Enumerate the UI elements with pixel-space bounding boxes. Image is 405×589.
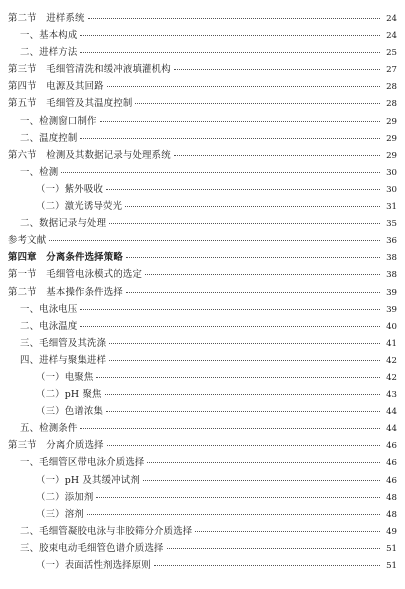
toc-entry-title: 一、电泳电压 [20, 303, 78, 315]
toc-entry-title: 第六节 检测及其数据记录与处理系统 [8, 149, 171, 161]
dot-leader [105, 394, 380, 395]
toc-entry-page: 24 [386, 31, 397, 42]
dot-leader [100, 121, 380, 122]
toc-entry [0, 472, 405, 489]
toc-entry [0, 386, 405, 403]
toc-entry-title: 三、胶束电动毛细管色谱介质选择 [20, 542, 164, 554]
dot-leader [80, 326, 380, 327]
toc-entry [0, 318, 405, 335]
toc-entry-title: 一、毛细管区带电泳介质选择 [20, 457, 145, 469]
dot-leader [154, 565, 380, 566]
toc-entry-title: （一）pH 及其缓冲试剂 [36, 474, 140, 486]
toc-entry-title: 一、基本构成 [20, 30, 78, 42]
toc-entry-page: 30 [386, 184, 397, 195]
toc-entry-title: 三、毛细管及其洗涤 [20, 337, 107, 349]
toc-entry-page: 42 [386, 372, 397, 383]
toc-entry-page: 36 [386, 236, 397, 247]
toc-entry-page: 51 [386, 561, 397, 571]
dot-leader [107, 445, 380, 446]
toc-entry-page: 44 [386, 407, 397, 418]
toc-entry-title: （二）激光诱导荧光 [36, 201, 123, 213]
toc-entry-title: 第三节 毛细管清洗和缓冲液填灌机构 [8, 64, 171, 76]
toc-entry [0, 557, 405, 574]
toc-entry-page: 28 [386, 99, 397, 110]
toc-entry [0, 10, 405, 27]
dot-leader [106, 189, 380, 190]
toc-entry-page: 29 [386, 150, 397, 161]
dot-leader [145, 274, 380, 275]
toc-entry [0, 198, 405, 215]
toc-entry-title: （一）电聚焦 [36, 371, 94, 383]
dot-leader [88, 18, 380, 19]
dot-leader [135, 103, 380, 104]
toc-entry [0, 489, 405, 506]
toc-entry-title: （二）添加剂 [36, 491, 94, 503]
toc-entry-title: 第三节 分离介质选择 [8, 440, 104, 452]
toc-entry-title: 第四节 电源及其回路 [8, 81, 104, 93]
toc-entry-title: 二、温度控制 [20, 132, 78, 144]
toc-entry [0, 147, 405, 164]
toc-entry-title: 四、进样与聚集进样 [20, 354, 107, 366]
toc-entry [0, 420, 405, 437]
toc-entry-page: 27 [386, 65, 397, 76]
toc-entry-page: 46 [386, 441, 397, 452]
toc-entry-page: 38 [386, 253, 397, 264]
toc-entry-page: 44 [386, 424, 397, 435]
toc-entry-title: 第五节 毛细管及其温度控制 [8, 98, 133, 110]
toc-entry [0, 352, 405, 369]
toc-entry-page: 51 [386, 543, 397, 554]
dot-leader [80, 52, 380, 53]
dot-leader [109, 360, 380, 361]
dot-leader [174, 69, 380, 70]
dot-leader [61, 172, 380, 173]
dot-leader [126, 257, 380, 258]
toc-entry-page: 41 [386, 338, 397, 349]
toc-entry-title: 五、检测条件 [20, 423, 78, 435]
dot-leader [109, 343, 380, 344]
toc-entry-title: 第一节 毛细管电泳模式的选定 [8, 269, 143, 281]
toc-entry-page: 48 [386, 492, 397, 503]
toc-entry [0, 95, 405, 112]
dot-leader [167, 548, 380, 549]
dot-leader [174, 155, 380, 156]
toc-entry [0, 437, 405, 454]
toc-entry [0, 78, 405, 95]
toc-entry-title: 第二节 基本操作条件选择 [8, 286, 123, 298]
toc-entry [0, 454, 405, 471]
toc-entry-title: （二）pH 聚焦 [36, 389, 102, 401]
toc-entry-title: 参考文献 [8, 235, 47, 247]
dot-leader [147, 462, 380, 463]
toc-entry [0, 369, 405, 386]
toc-entry-title: 一、检测窗口制作 [20, 115, 97, 127]
dot-leader [80, 138, 380, 139]
dot-leader [49, 240, 380, 241]
toc-entry-title: （一）紫外吸收 [36, 183, 104, 195]
dot-leader [125, 206, 380, 207]
dot-leader [126, 292, 380, 293]
toc-entry-page: 49 [386, 526, 397, 537]
table-of-contents [0, 10, 405, 574]
toc-entry-page: 42 [386, 355, 397, 366]
toc-entry [0, 523, 405, 540]
toc-entry-title: 二、进样方法 [20, 47, 78, 59]
toc-entry [0, 266, 405, 283]
toc-entry [0, 403, 405, 420]
toc-entry-page: 38 [386, 270, 397, 281]
dot-leader [80, 309, 380, 310]
toc-entry-page: 39 [386, 287, 397, 298]
dot-leader [106, 411, 380, 412]
toc-entry-page: 48 [386, 509, 397, 520]
toc-entry-page: 28 [386, 82, 397, 93]
dot-leader [107, 86, 380, 87]
toc-entry-title: （三）色谱浓集 [36, 406, 104, 418]
toc-entry-page: 40 [386, 321, 397, 332]
toc-entry-page: 30 [386, 167, 397, 178]
dot-leader [80, 428, 380, 429]
toc-entry [0, 181, 405, 198]
toc-entry-page: 25 [386, 48, 397, 59]
toc-entry-page: 46 [386, 458, 397, 469]
toc-entry [0, 215, 405, 232]
toc-entry-title: 二、毛细管凝胶电泳与非胶筛分介质选择 [20, 525, 193, 537]
dot-leader [96, 377, 380, 378]
toc-entry-title: （一）表面活性剂选择原则 [36, 560, 151, 571]
dot-leader [96, 497, 380, 498]
toc-entry [0, 164, 405, 181]
toc-entry-title: 一、检测 [20, 166, 59, 178]
toc-entry-page: 31 [386, 202, 397, 213]
toc-entry [0, 249, 405, 266]
toc-entry-title: 第四章 分离条件选择策略 [8, 252, 123, 264]
dot-leader [109, 223, 380, 224]
toc-entry-title: 二、电泳温度 [20, 320, 78, 332]
toc-entry-page: 35 [386, 219, 397, 230]
toc-entry [0, 301, 405, 318]
toc-entry [0, 284, 405, 301]
toc-entry [0, 540, 405, 557]
toc-entry-title: （三）溶剂 [36, 508, 84, 520]
toc-entry [0, 27, 405, 44]
dot-leader [143, 480, 380, 481]
toc-entry [0, 113, 405, 130]
toc-entry-title: 第二节 进样系统 [8, 13, 85, 24]
toc-entry-page: 39 [386, 304, 397, 315]
dot-leader [80, 35, 380, 36]
toc-entry-page: 46 [386, 475, 397, 486]
toc-entry [0, 335, 405, 352]
toc-entry [0, 232, 405, 249]
toc-entry-page: 29 [386, 133, 397, 144]
toc-entry-page: 29 [386, 116, 397, 127]
toc-entry [0, 130, 405, 147]
toc-entry-page: 24 [386, 14, 397, 24]
toc-entry-page: 43 [386, 390, 397, 401]
toc-entry [0, 44, 405, 61]
toc-entry-title: 二、数据记录与处理 [20, 218, 107, 230]
dot-leader [87, 514, 380, 515]
dot-leader [195, 531, 380, 532]
toc-entry [0, 506, 405, 523]
toc-entry [0, 61, 405, 78]
